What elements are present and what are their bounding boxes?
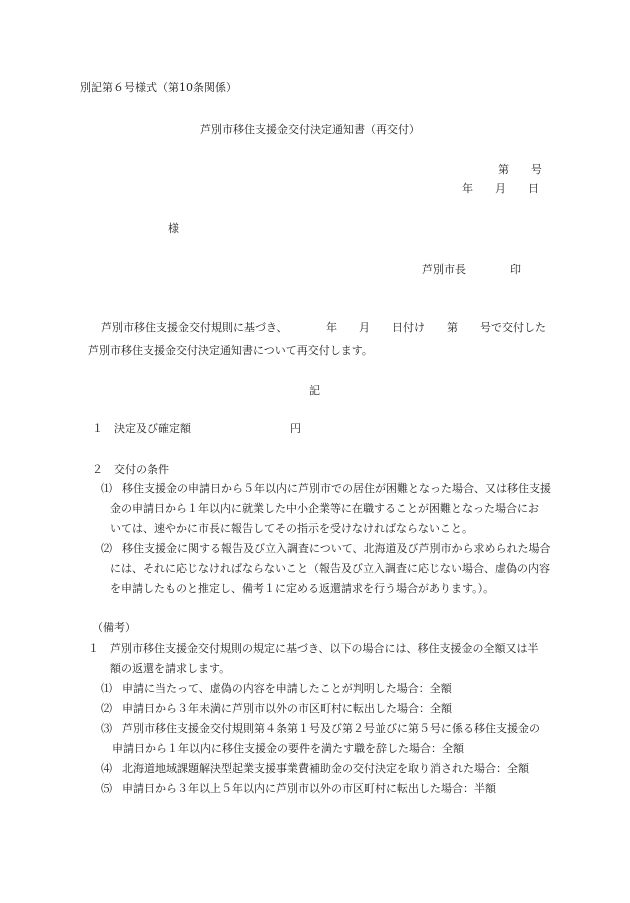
remarks-item-continuation: 申請日から１年以内に移住支援金の要件を満たす職を辞した場合：全額 — [112, 742, 464, 755]
remarks-item-number: ⑴ — [101, 682, 112, 695]
remarks-item-number: ⑸ — [101, 782, 112, 795]
remarks-item: 申請日から３年以上５年以内に芦別市以外の市区町村に転出した場合：半額 — [122, 782, 496, 795]
remarks-number: １ — [88, 642, 99, 655]
condition-2-number: ⑵ — [101, 542, 112, 555]
body-line-1: 芦別市移住支援金交付規則に基づき、 年 月 日付け 第 号で交付した — [101, 321, 547, 334]
amount-unit: 円 — [290, 422, 301, 435]
remarks-item: 申請日から３年未満に芦別市以外の市区町村に転出した場合：全額 — [122, 702, 452, 715]
remarks-item: 申請に当たって、虚偽の内容を申請したことが判明した場合：全額 — [122, 682, 452, 695]
condition-2-line: には、それに応じなければならないこと（報告及び立入調査に応じない場合、虚偽の内容 — [110, 562, 550, 575]
ki-heading: 記 — [309, 384, 320, 397]
remarks-line: 額の返還を請求します。 — [110, 662, 231, 675]
remarks-item-number: ⑶ — [101, 722, 112, 735]
remarks-line: 芦別市移住支援金交付規則の規定に基づき、以下の場合には、移住支援金の全額又は半 — [110, 642, 539, 655]
issuer-signature: 芦別市長 印 — [422, 263, 521, 276]
remarks-label: （備考） — [92, 621, 136, 634]
body-line-2: 芦別市移住支援金交付決定通知書について再交付します。 — [88, 344, 373, 357]
document-number: 第 号 — [498, 163, 542, 176]
remarks-item-number: ⑷ — [101, 762, 112, 775]
document-date: 年 月 日 — [462, 182, 539, 195]
condition-1-number: ⑴ — [101, 482, 112, 495]
remarks-item: 芦別市移住支援金交付規則第４条第１号及び第２号並びに第５号に係る移住支援金の — [122, 722, 540, 735]
remarks-item: 北海道地域課題解決型起業支援事業費補助金の交付決定を取り消された場合：全額 — [122, 762, 529, 775]
document-title: 芦別市移住支援金交付決定通知書（再交付） — [200, 123, 420, 136]
addressee-honorific: 様 — [168, 222, 179, 235]
remarks-item-number: ⑵ — [101, 702, 112, 715]
section-1-label: １ 決定及び確定額 — [92, 422, 191, 435]
condition-2-line: を申請したものと推定し、備考１に定める返還請求を行う場合があります。）。 — [110, 582, 495, 595]
form-label: 別記第６号様式（第10条関係） — [80, 81, 237, 94]
section-2-label: ２ 交付の条件 — [92, 463, 169, 476]
condition-1-line: 移住支援金の申請日から５年以内に芦別市での居住が困難となった場合、又は移住支援 — [122, 482, 551, 495]
condition-1-line: 金の申請日から１年以内に就業した中小企業等に在職することが困難となった場合にお — [110, 502, 539, 515]
condition-1-line: いては、速やかに市長に報告してその指示を受けなければならないこと。 — [110, 522, 473, 535]
condition-2-line: 移住支援金に関する報告及び立入調査について、北海道及び芦別市から求められた場合 — [122, 542, 551, 555]
